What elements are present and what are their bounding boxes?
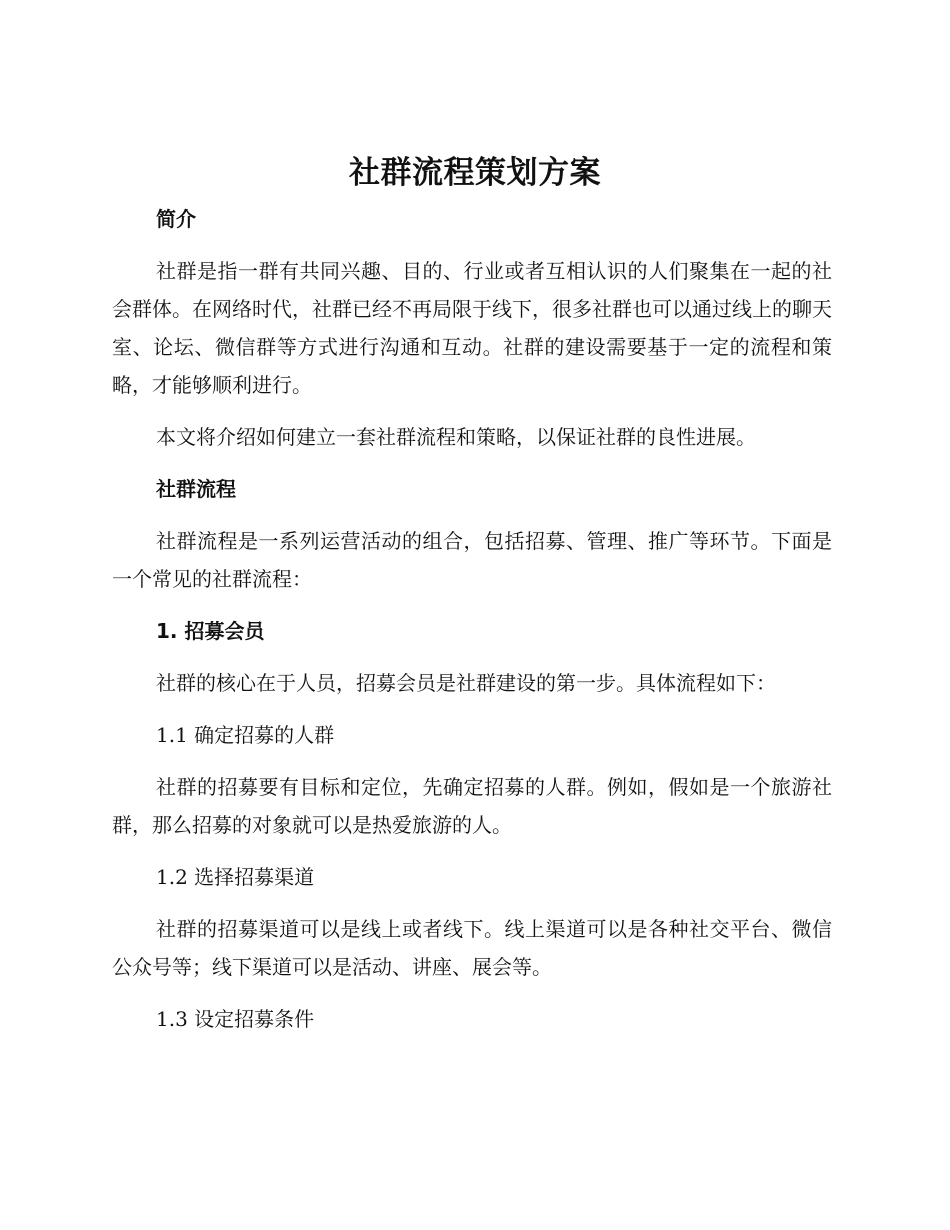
subheading-1-2: 1.2 选择招募渠道 bbox=[156, 865, 315, 889]
document-body bbox=[112, 200, 832, 1052]
subheading-1-1: 1.1 确定招募的人群 bbox=[156, 723, 335, 747]
section-heading-intro: 简介 bbox=[156, 207, 196, 231]
section-heading-flow: 社群流程 bbox=[156, 477, 236, 501]
paragraph-1-1: 社群的招募要有目标和定位，先确定招募的人群。例如，假如是一个旅游社群，那么招募的对象就可以是热爱旅游的人。 bbox=[112, 775, 832, 837]
paragraph-intro-1: 社群是指一群有共同兴趣、目的、行业或者互相认识的人们聚集在一起的社会群体。在网络时代，社群已经不再局限于线下，很多社群也可以通过线上的聊天室、论坛、微信群等方式进行沟通和互动。社群的建设需要基于一定的流程和策略，才能够顺利进行。 bbox=[112, 259, 832, 397]
section-heading-recruit: 1. 招募会员 bbox=[156, 619, 265, 643]
paragraph-1-2: 社群的招募渠道可以是线上或者线下。线上渠道可以是各种社交平台、微信公众号等；线下渠道可以是活动、讲座、展会等。 bbox=[112, 917, 832, 979]
document-title: 社群流程策划方案 bbox=[349, 155, 601, 191]
paragraph-intro-2: 本文将介绍如何建立一套社群流程和策略，以保证社群的良性进展。 bbox=[156, 425, 756, 449]
paragraph-recruit-1: 社群的核心在于人员，招募会员是社群建设的第一步。具体流程如下： bbox=[156, 671, 776, 695]
paragraph-flow-1: 社群流程是一系列运营活动的组合，包括招募、管理、推广等环节。下面是一个常见的社群流程： bbox=[112, 529, 832, 591]
subheading-1-3: 1.3 设定招募条件 bbox=[156, 1007, 315, 1031]
